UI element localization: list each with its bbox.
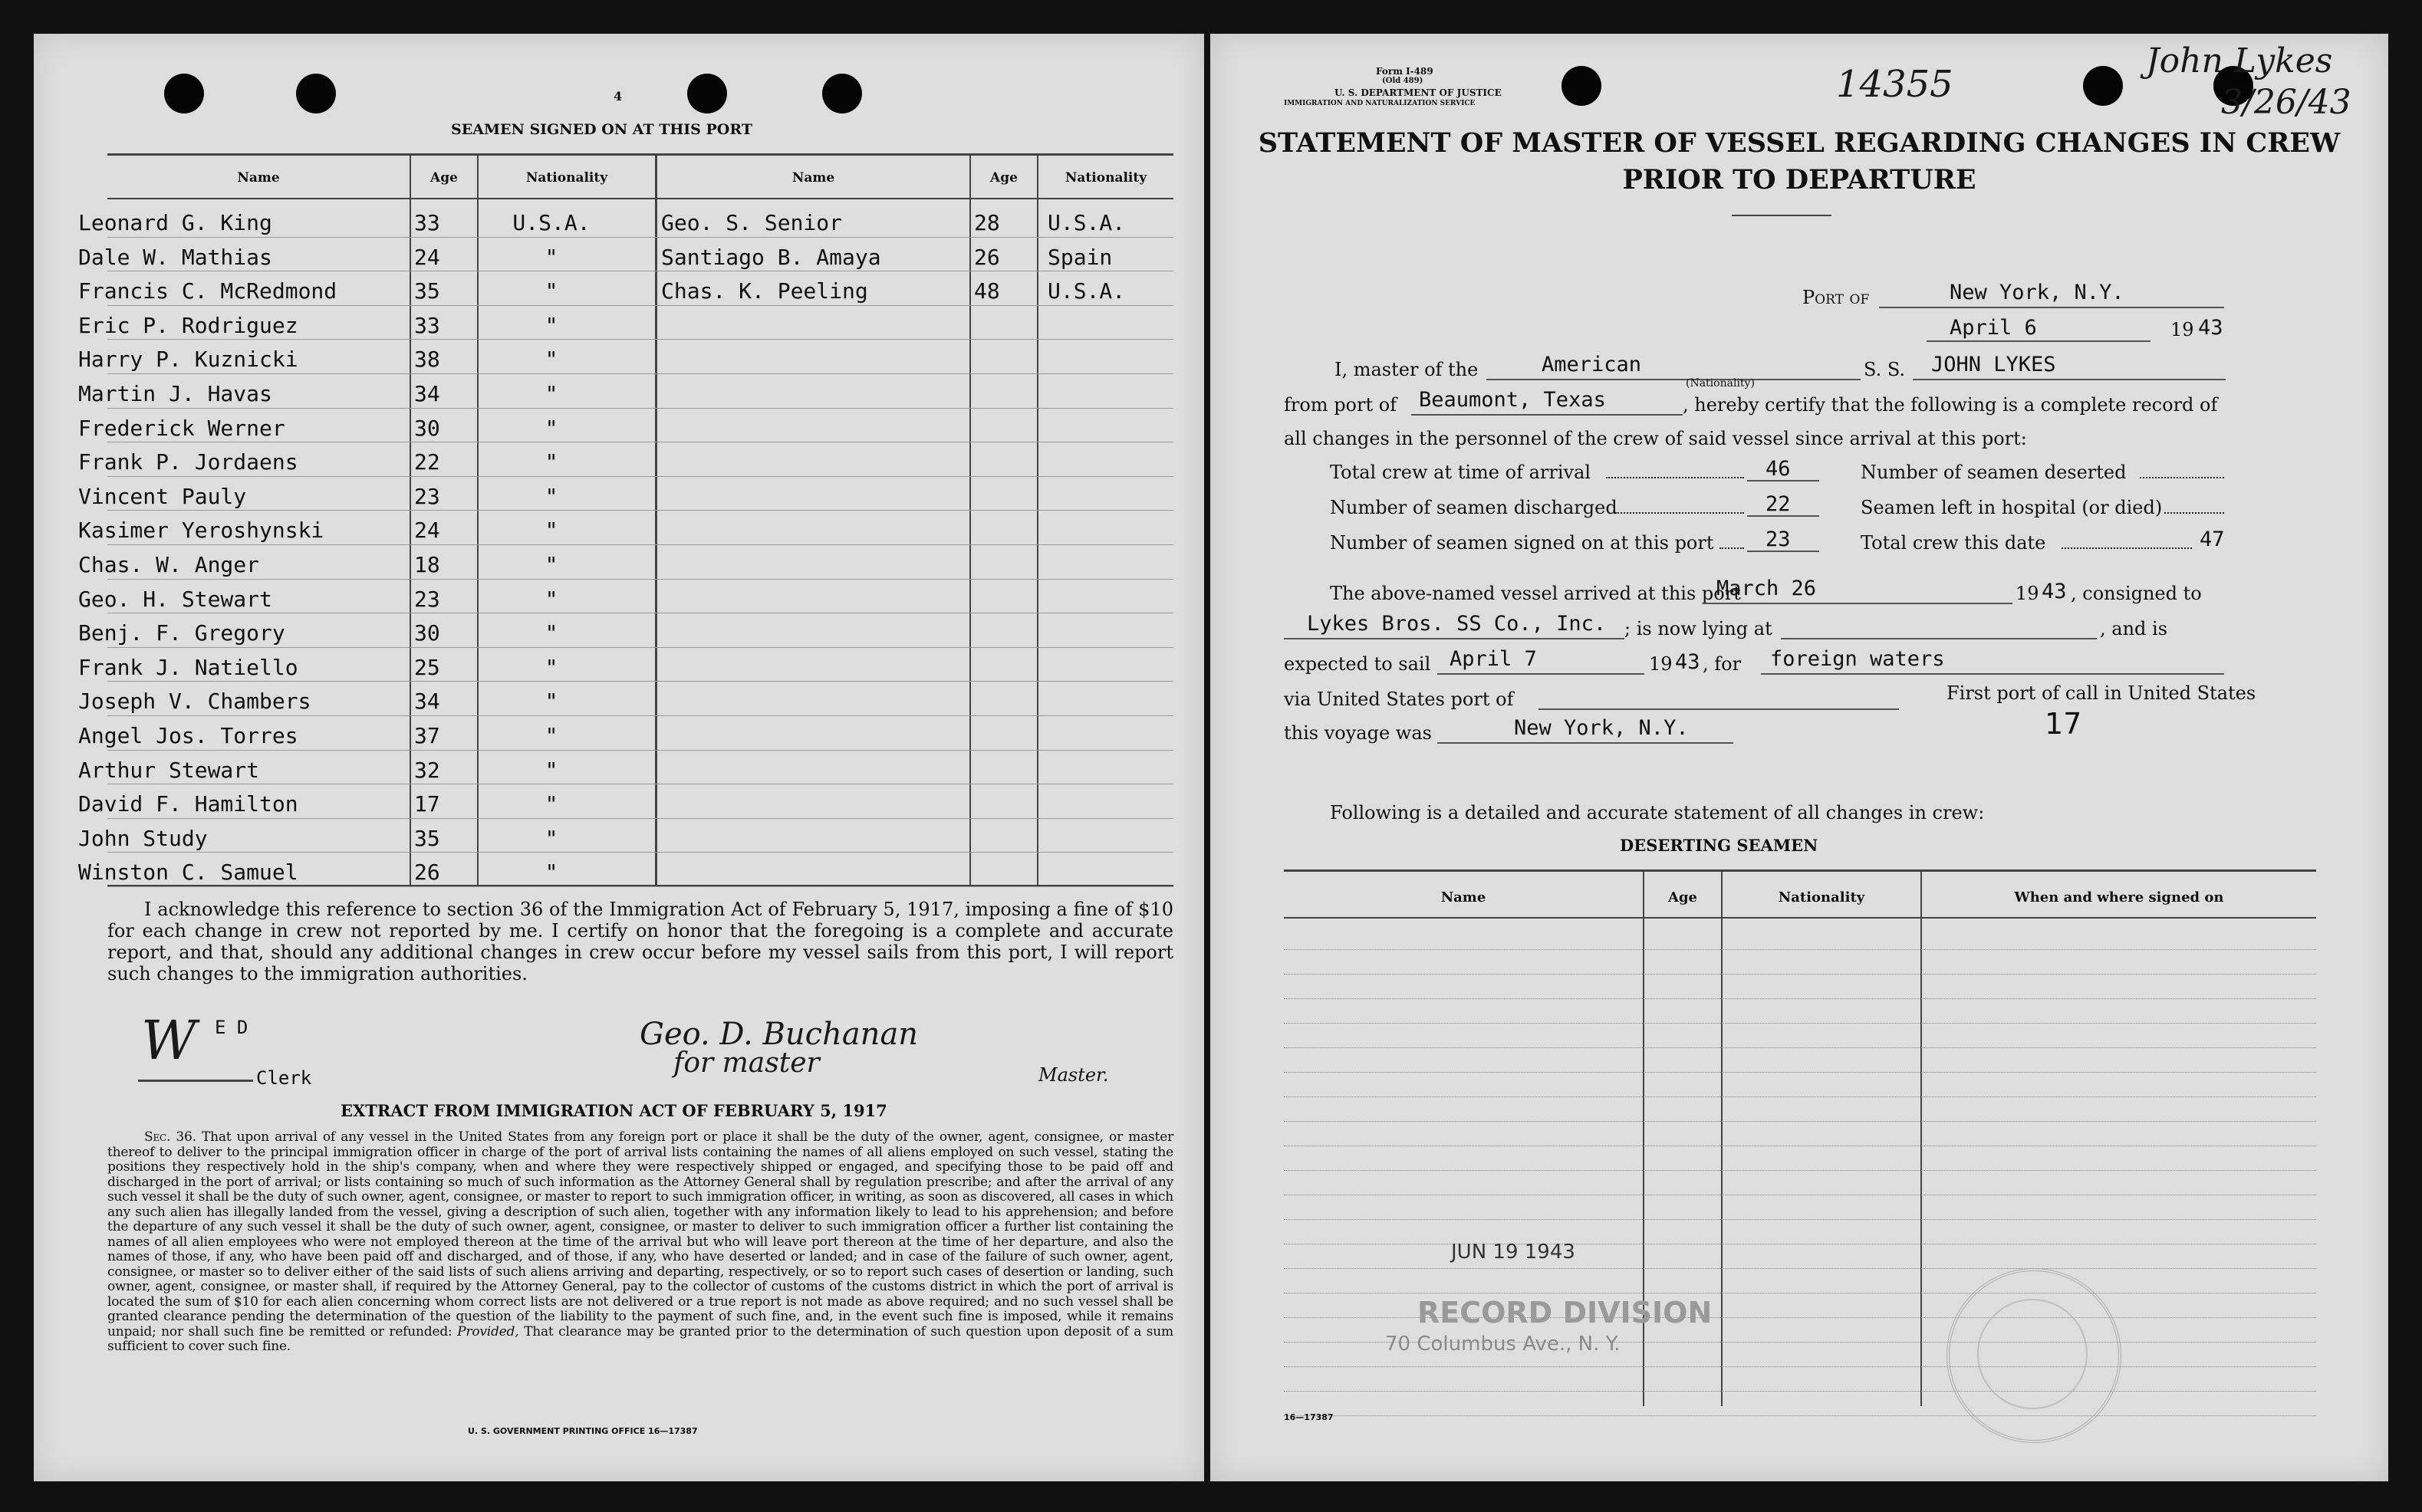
year-value: 43 (2198, 316, 2223, 340)
port-value: New York, N.Y. (1950, 281, 2124, 304)
crew-name-cell: Chas. W. Anger (78, 552, 260, 577)
total-crew-date-value: 47 (2200, 528, 2225, 551)
crew-name-cell: Arthur Stewart (78, 757, 260, 783)
crew-age-cell: 30 (414, 415, 440, 441)
port-label: Port of (1802, 287, 1870, 308)
crew-nationality-cell: " (545, 518, 558, 544)
voyage-value: New York, N.Y. (1514, 716, 1689, 740)
arrived-value: March 26 (1716, 577, 1817, 600)
crew-age-cell: 17 (414, 791, 440, 817)
crew-nationality-cell: " (545, 654, 558, 680)
right-page (1210, 34, 2388, 1481)
crew-name-cell: Vincent Pauly (78, 483, 247, 509)
crew-age-cell: 23 (414, 483, 440, 509)
handwritten-file-number: 14355 (1836, 63, 1953, 106)
certify-text: , hereby certify that the following is a complete record of (1683, 394, 2218, 416)
crew-nationality-cell: " (545, 278, 558, 304)
crew-name-cell: Eric P. Rodriguez (78, 312, 298, 338)
crew-age-cell: 26 (974, 244, 1000, 270)
clerk-stamp: E D (215, 1017, 248, 1038)
punch-hole (296, 74, 336, 113)
acknowledgement-text: I acknowledge this reference to section 36 of the Immigration Act of February 5, 1917, imposing a fine of $10 for each change in crew not reported by me. I certify on honor that the foregoing is a complete and accurate report, and that, should any additional changes in crew occur before my vessel sails from this port, I will report such changes to the immigration authorities. (107, 899, 1173, 984)
lying-label: ; is now lying at (1624, 618, 1772, 639)
column-header-nationality: Nationality (1065, 170, 1147, 186)
crew-name-cell: Santiago B. Amaya (661, 244, 881, 270)
deserting-column-name: Name (1440, 889, 1486, 906)
crew-name-cell: Frank J. Natiello (78, 654, 298, 680)
crew-age-cell: 28 (974, 210, 1000, 235)
circular-port-stamp-inner (1977, 1299, 2088, 1409)
printer-line: U. S. GOVERNMENT PRINTING OFFICE 16—17387 (468, 1426, 698, 1436)
crew-name-cell: Winston C. Samuel (78, 860, 298, 886)
punch-hole (822, 74, 862, 113)
for-value: foreign waters (1770, 647, 1945, 671)
form-old-number: (Old 489) (1382, 77, 1423, 85)
crew-name-cell: Martin J. Havas (78, 381, 272, 406)
expected-year: 43 (1675, 650, 1700, 674)
year-prefix: 19 (2170, 319, 2194, 340)
crew-age-cell: 25 (414, 654, 440, 680)
record-division-address: 70 Columbus Ave., N. Y. (1385, 1333, 1621, 1356)
form-title: STATEMENT OF MASTER OF VESSEL REGARDING CHANGES IN CREW (1258, 127, 2341, 159)
crew-name-cell: Angel Jos. Torres (78, 723, 298, 748)
crew-age-cell: 48 (974, 278, 1000, 304)
discharged-value: 22 (1765, 492, 1791, 516)
crew-nationality-cell: " (545, 620, 558, 646)
crew-name-cell: Geo. H. Stewart (78, 586, 272, 612)
consigned-label: , consigned to (2071, 583, 2202, 604)
and-is-label: , and is (2100, 618, 2168, 639)
page-number: 4 (614, 89, 623, 104)
crew-age-cell: 33 (414, 312, 440, 338)
left-page (34, 34, 1204, 1481)
column-header-age: Age (990, 170, 1018, 186)
master-label: Master. (1038, 1064, 1109, 1086)
form-title-line2: PRIOR TO DEPARTURE (1622, 164, 1976, 196)
discharged-label: Number of seamen discharged (1330, 497, 1617, 518)
handwritten-ship-note: John Lykes (2146, 41, 2333, 81)
handwritten-date-note: 3/26/43 (2221, 83, 2351, 122)
crew-age-cell: 23 (414, 586, 440, 612)
from-port-value: Beaumont, Texas (1419, 388, 1606, 412)
column-header-age: Age (430, 170, 458, 186)
service-name: IMMIGRATION AND NATURALIZATION SERVICE (1284, 100, 1476, 107)
crew-name-cell: Kasimer Yeroshynski (78, 518, 324, 544)
received-date-stamp: JUN 19 1943 (1451, 1241, 1575, 1264)
following-text: Following is a detailed and accurate statement of all changes in crew: (1330, 802, 1985, 823)
crew-age-cell: 22 (414, 449, 440, 475)
total-crew-arrival-label: Total crew at time of arrival (1330, 462, 1591, 483)
crew-nationality-cell: " (545, 449, 558, 475)
punch-hole (687, 74, 727, 113)
crew-age-cell: 35 (414, 278, 440, 304)
crew-nationality-cell: U.S.A. (512, 210, 591, 235)
crew-nationality-cell: U.S.A. (1048, 278, 1126, 304)
arrived-year-prefix: 19 (2016, 583, 2039, 604)
clerk-label: Clerk (256, 1067, 312, 1089)
crew-age-cell: 24 (414, 518, 440, 544)
column-header-name: Name (791, 170, 835, 186)
punch-hole (164, 74, 204, 113)
crew-nationality-cell: " (545, 825, 558, 851)
crew-name-cell: Geo. S. Senior (661, 210, 843, 235)
crew-nationality-cell: U.S.A. (1048, 210, 1126, 235)
expected-value: April 7 (1450, 647, 1537, 671)
crew-nationality-cell: " (545, 791, 558, 817)
department: U. S. DEPARTMENT OF JUSTICE (1334, 87, 1502, 98)
date-value: April 6 (1950, 316, 2037, 340)
from-port-label: from port of (1284, 394, 1397, 416)
crew-name-cell: John Study (78, 825, 208, 851)
signed-on-label: Number of seamen signed on at this port (1330, 532, 1714, 554)
expected-year-prefix: 19 (1649, 653, 1673, 675)
crew-name-cell: Francis C. McRedmond (78, 278, 337, 304)
form-number: Form I-489 (1376, 66, 1433, 77)
crew-age-cell: 24 (414, 244, 440, 270)
crew-age-cell: 34 (414, 381, 440, 406)
for-label: , for (1703, 653, 1742, 675)
crew-age-cell: 34 (414, 689, 440, 715)
crew-nationality-cell: " (545, 757, 558, 783)
crew-nationality-cell: " (545, 483, 558, 509)
deserting-column-age: Age (1667, 889, 1697, 906)
master-signature-for: for master (673, 1047, 820, 1079)
crew-nationality-cell: " (545, 723, 558, 748)
clerk-initials-signature: W (141, 1009, 196, 1072)
crew-nationality-cell: " (545, 689, 558, 715)
crew-nationality-cell: " (545, 415, 558, 441)
total-crew-arrival-value: 46 (1765, 457, 1791, 481)
master-signature: Geo. D. Buchanan (640, 1017, 919, 1052)
crew-nationality-cell: " (545, 860, 558, 886)
crew-nationality-cell: " (545, 381, 558, 406)
hospital-label: Seamen left in hospital (or died) (1861, 497, 2163, 518)
crew-name-cell: Benj. F. Gregory (78, 620, 285, 646)
crew-name-cell: Harry P. Kuznicki (78, 347, 298, 373)
extract-text (107, 1130, 1173, 1355)
nationality-caption: (Nationality) (1686, 377, 1755, 390)
record-division-stamp: RECORD DIVISION (1417, 1296, 1713, 1330)
voyage-label: this voyage was (1284, 722, 1432, 744)
crew-age-cell: 30 (414, 620, 440, 646)
crew-nationality-cell: " (545, 244, 558, 270)
expected-label: expected to sail (1284, 653, 1431, 675)
punch-hole (1561, 66, 1601, 106)
extract-section-label: Sec. 36. (144, 1129, 196, 1145)
crew-name-cell: Frank P. Jordaens (78, 449, 298, 475)
crew-nationality-cell: Spain (1048, 244, 1113, 270)
handwritten-17: 17 (2045, 707, 2082, 741)
crew-nationality-cell: " (545, 347, 558, 373)
certify-text-2: all changes in the personnel of the crew of said vessel since arrival at this port: (1284, 428, 2027, 449)
column-header-name: Name (237, 170, 280, 186)
ss-label: S. S. (1864, 359, 1906, 380)
crew-age-cell: 37 (414, 723, 440, 748)
column-header-nationality: Nationality (525, 170, 608, 186)
crew-name-cell: David F. Hamilton (78, 791, 298, 817)
extract-proviso-word: Provided, (457, 1323, 519, 1339)
via-label: via United States port of (1284, 689, 1514, 710)
nationality-value: American (1542, 353, 1642, 376)
crew-age-cell: 35 (414, 825, 440, 851)
section-title: SEAMEN SIGNED ON AT THIS PORT (451, 121, 752, 138)
arrived-label: The above-named vessel arrived at this port (1330, 583, 1741, 604)
crew-name-cell: Frederick Werner (78, 415, 285, 441)
crew-nationality-cell: " (545, 552, 558, 577)
crew-age-cell: 18 (414, 552, 440, 577)
crew-name-cell: Chas. K. Peeling (661, 278, 868, 304)
crew-nationality-cell: " (545, 312, 558, 338)
printer-line: 16—17387 (1284, 1412, 1334, 1422)
signed-on-value: 23 (1765, 528, 1791, 551)
deserted-label: Number of seamen deserted (1861, 462, 2127, 483)
crew-age-cell: 33 (414, 210, 440, 235)
crew-name-cell: Leonard G. King (78, 210, 272, 235)
deserting-column-signed-on: When and where signed on (2014, 889, 2224, 906)
crew-name-cell: Joseph V. Chambers (78, 689, 311, 715)
extract-proviso: That clearance may be granted prior to the determination of such question upon deposit of a sum sufficient to cover such fine. (107, 1323, 1173, 1354)
crew-age-cell: 32 (414, 757, 440, 783)
crew-name-cell: Dale W. Mathias (78, 244, 272, 270)
crew-age-cell: 26 (414, 860, 440, 886)
crew-nationality-cell: " (545, 586, 558, 612)
ship-name: JOHN LYKES (1931, 353, 2056, 376)
crew-age-cell: 38 (414, 347, 440, 373)
deserting-column-nationality: Nationality (1778, 889, 1865, 906)
total-crew-date-label: Total crew this date (1861, 532, 2046, 554)
extract-title: EXTRACT FROM IMMIGRATION ACT OF FEBRUARY 5, 1917 (341, 1101, 887, 1120)
deserting-title: DESERTING SEAMEN (1620, 836, 1818, 855)
consignee-value: Lykes Bros. SS Co., Inc. (1307, 612, 1607, 636)
punch-hole (2083, 66, 2123, 106)
extract-body: That upon arrival of any vessel in the United States from any foreign port or place it shall be the duty of the owner, agent, consignee, or master thereof to deliver to the principal immigration officer in charge of the port of arrival lists containing the names of all aliens employed on such vessel, stating the positions they respectively hold in the ship's company, when and where they were respectively shipped or engaged, and specifying those to be paid off and discharged in the port of arrival; or lists containing so much of such information as the Attorney General shall by regulation prescribe; and after the arrival of any such vessel it shall be the duty of such owner, agent, consignee, or master to report to such immigration officer, in writing, as soon as discovered, all cases in which any such alien has illegally landed from the vessel, giving a description of such alien, together with any information likely to lead to his apprehension; and before the departure of any such vessel it shall be the duty of such owner, agent, consignee, or master to deliver to such immigration officer a further list containing the names of all alien employees who were not employed thereon at the time of the arrival but who will leave port thereon at the time of her departure, and also the names of those, if any, who have been paid off and discharged, and of those, if any, who have deserted or landed; and in case of the failure of such owner, agent, consignee, or master so to deliver either of the said lists of such aliens arriving and departing, respectively, or so to report such cases of desertion or landing, such owner, agent, consignee, or master shall, if required by the Attorney General, pay to the collector of customs of the customs district in which the port of arrival is located the sum of $10 for each alien concerning whom correct lists are not delivered or a true report is not made as above required; and no such vessel shall be granted clearance pending the determination of the question of the liability to the payment of such fine, and, in the event such fine is imposed, while it remains unpaid; nor shall such fine be remitted or refunded: (107, 1129, 1173, 1339)
arrived-year: 43 (2042, 580, 2067, 603)
master-of-label: I, master of the (1334, 359, 1479, 380)
first-port-label: First port of call in United States (1946, 682, 2256, 704)
